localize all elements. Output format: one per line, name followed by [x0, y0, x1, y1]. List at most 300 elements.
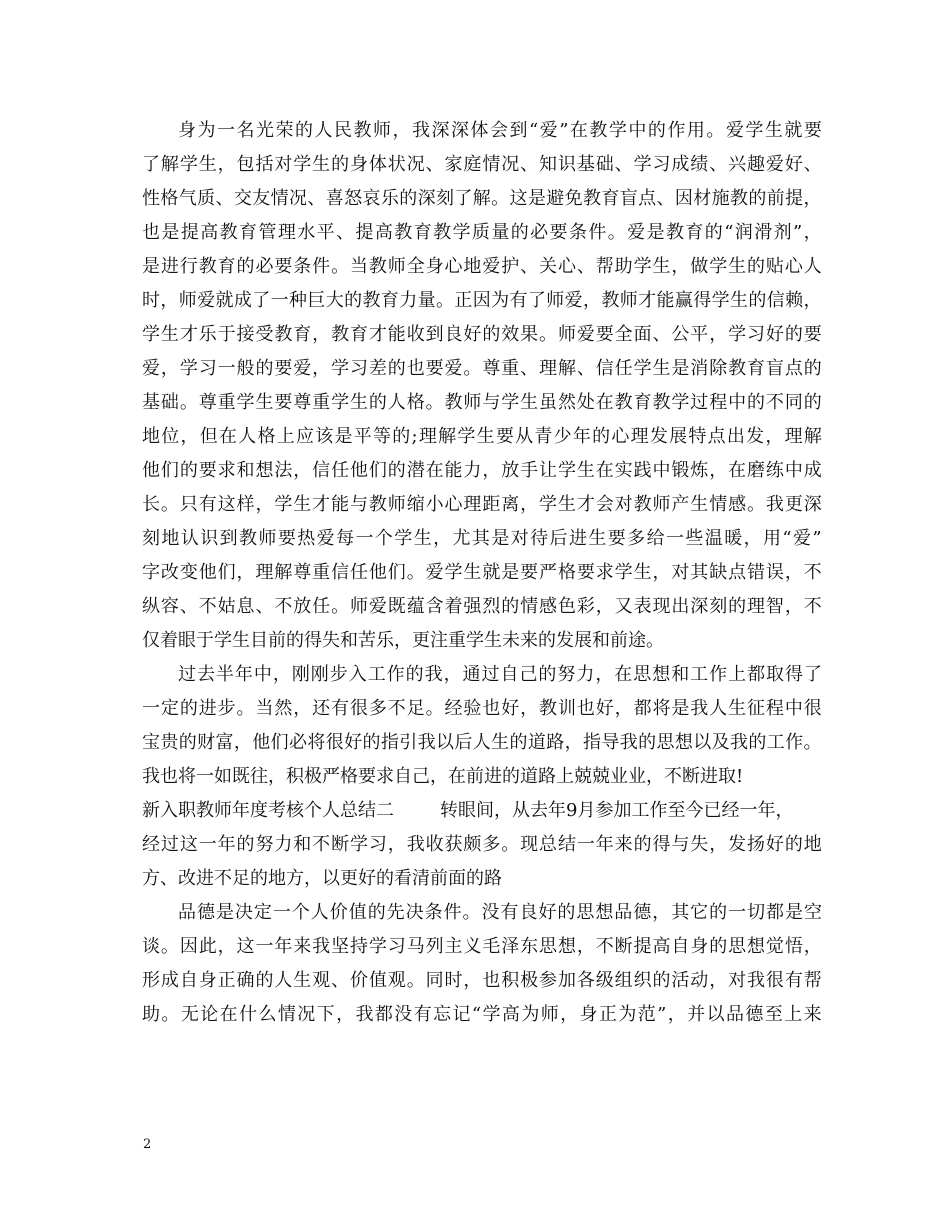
text-char: 滑 [754, 222, 773, 243]
text-char: ， [387, 834, 406, 855]
text-char: 误 [765, 562, 784, 583]
text-char: 后 [549, 528, 568, 549]
text-char: 距 [482, 494, 501, 515]
text-char: 为 [618, 1004, 637, 1025]
text-char: 格 [406, 392, 425, 413]
text-line [142, 658, 822, 692]
text-char: 了 [803, 664, 822, 685]
section-heading-line [142, 794, 822, 828]
text-char: 理 [784, 426, 803, 447]
text-char: 要 [274, 358, 293, 379]
text-char: 用 [763, 528, 781, 549]
text-char: 什 [239, 1004, 258, 1025]
text-char: 格 [557, 562, 576, 583]
text-char: 东 [520, 936, 539, 957]
text-char: 得 [652, 834, 671, 855]
text-char: 验 [463, 698, 482, 719]
text-char: 引 [399, 732, 418, 753]
text-char: 爱 [316, 528, 335, 549]
text-char: 我 [730, 732, 748, 753]
text-char: 入 [348, 664, 367, 685]
text-char: 展 [669, 426, 688, 447]
text-char: 力 [274, 834, 293, 855]
text-char: 的 [387, 460, 406, 481]
text-char: 爱 [293, 358, 312, 379]
text-char: 教 [539, 698, 558, 719]
text-char: 贵 [160, 732, 179, 753]
text-char: 才 [576, 494, 595, 515]
text-char: 过 [690, 392, 709, 413]
text-char: 智 [765, 596, 784, 617]
text-char: 的 [748, 290, 767, 311]
text-char: 的 [784, 324, 803, 345]
text-char: 上 [276, 426, 295, 447]
text-char: 暖 [724, 528, 743, 549]
text-char: 状 [387, 154, 406, 175]
text-char: 解 [274, 562, 293, 583]
text-line [142, 352, 822, 386]
text-char: 件 [443, 902, 462, 923]
text-line [142, 488, 822, 522]
text-char: 也 [482, 698, 501, 719]
text-char: 也 [406, 358, 425, 379]
text-char: 法 [274, 460, 293, 481]
text-char: 、 [709, 154, 728, 175]
text-char: ， [576, 936, 595, 957]
text-char: 育 [217, 256, 236, 277]
text-char: 发 [649, 426, 668, 447]
text-char: 感 [539, 596, 558, 617]
text-char: 好 [344, 732, 363, 753]
text-char: 关 [539, 256, 558, 277]
text-char: 来 [803, 1004, 822, 1025]
text-char: 好 [784, 154, 803, 175]
text-char: ， [652, 562, 671, 583]
text-char: 生 [520, 392, 539, 413]
text-char: 助 [614, 256, 633, 277]
text-char: 生 [652, 256, 671, 277]
text-char: 一 [728, 902, 747, 923]
text-line [142, 964, 822, 998]
text-char: 点 [707, 426, 726, 447]
text-char: 的 [510, 222, 529, 243]
text-char: 含 [425, 596, 444, 617]
text-char: 错 [747, 562, 765, 583]
text-char: 己 [519, 664, 538, 685]
text-char: 师 [373, 120, 391, 141]
text-char: 的 [236, 256, 255, 277]
text-char: 平 [690, 324, 709, 345]
text-char: 学 [293, 154, 312, 175]
text-char: 信 [312, 460, 331, 481]
text-char: 条 [568, 222, 587, 243]
text-line [142, 556, 822, 590]
text-char: 不 [387, 698, 406, 719]
text-char: 才 [638, 290, 657, 311]
text-char: 、 [425, 154, 444, 175]
text-char: 学 [236, 392, 255, 413]
text-char: 要 [495, 426, 514, 447]
text-char: “ [724, 222, 734, 243]
text-char: 学 [709, 256, 728, 277]
text-char: 才 [312, 494, 331, 515]
text-char: 教 [198, 256, 217, 277]
text-char: 因 [674, 188, 693, 209]
text-char: 的 [179, 698, 198, 719]
text-char: 的 [392, 426, 411, 447]
text-char: 他 [198, 562, 217, 583]
text-char: 中 [253, 664, 272, 685]
text-char: 还 [312, 698, 331, 719]
text-char: 自 [179, 970, 198, 991]
text-char: 论 [200, 1004, 219, 1025]
text-char: 都 [374, 1004, 393, 1025]
text-char: 义 [463, 936, 482, 957]
section-heading: 新入职教师年度考核个人总结二 [142, 800, 394, 821]
text-line [142, 590, 822, 624]
text-char: 获 [444, 834, 463, 855]
text-char: 育 [633, 392, 652, 413]
text-char: 做 [690, 256, 709, 277]
text-char: 点 [638, 188, 657, 209]
text-char: 面 [633, 324, 652, 345]
text-char: 帮 [803, 970, 822, 991]
text-char: 离 [501, 494, 520, 515]
text-char: 德 [633, 902, 652, 923]
text-char: 的 [367, 902, 386, 923]
text-char: 值 [348, 902, 367, 923]
text-char: 。 [501, 834, 520, 855]
text-char: ， [595, 664, 614, 685]
text-char: 必 [530, 222, 549, 243]
text-char: 磨 [747, 460, 765, 481]
text-char: 求 [217, 460, 236, 481]
text-char: 地 [161, 528, 180, 549]
text-char: 积 [501, 970, 520, 991]
text-char: 学 [728, 324, 747, 345]
text-char: 德 [196, 902, 215, 923]
text-char: 工 [766, 732, 785, 753]
text-char: 理 [747, 596, 765, 617]
text-char: 庭 [463, 154, 482, 175]
text-char: 也 [482, 970, 501, 991]
text-char: 础 [595, 154, 614, 175]
text-char: 好 [765, 324, 784, 345]
text-char: 深 [431, 120, 450, 141]
text-char: 但 [199, 426, 218, 447]
text-char: 宝 [142, 732, 160, 753]
text-char: 现 [652, 596, 671, 617]
text-char: 身 [349, 154, 368, 175]
text-char: 乐 [198, 324, 217, 345]
text-char: 过 [481, 664, 500, 685]
text-char: 习 [349, 358, 368, 379]
text-char: 有 [500, 902, 519, 923]
text-char: 我 [406, 834, 425, 855]
text-char: 。 [436, 290, 454, 311]
text-char: 程 [709, 392, 728, 413]
text-char: 学 [633, 358, 652, 379]
text-char: 后 [454, 732, 473, 753]
text-char: 重 [501, 358, 520, 379]
text-char: 剂 [773, 222, 792, 243]
text-char: 我 [765, 494, 784, 515]
text-char: 有 [331, 698, 350, 719]
text-char: 地 [463, 256, 482, 277]
text-char: 师 [652, 494, 671, 515]
text-char: 他 [252, 732, 271, 753]
text-char: 是 [646, 222, 665, 243]
text-char: 作 [709, 664, 728, 685]
text-char: 重 [312, 392, 331, 413]
text-char: 、 [520, 256, 539, 277]
text-char: 很 [349, 698, 368, 719]
text-char: 人 [310, 902, 329, 923]
text-char: 生 [413, 528, 432, 549]
text-char: 我 [424, 664, 443, 685]
text-char: 教 [274, 324, 293, 345]
text-char: 列 [425, 936, 444, 957]
text-char: 任 [349, 562, 368, 583]
text-char: 毛 [482, 936, 501, 957]
text-char: 么 [258, 1004, 277, 1025]
text-char: 、 [520, 358, 539, 379]
text-char: 颇 [463, 834, 482, 855]
text-char: 手 [520, 460, 539, 481]
text-char: 一 [142, 698, 160, 719]
text-line [142, 998, 822, 1032]
text-char: ， [236, 562, 255, 583]
text-char: ， [803, 222, 822, 243]
text-char: 学 [142, 324, 160, 345]
text-char: ， [743, 528, 762, 549]
text-char: 定 [160, 698, 179, 719]
text-char: 进 [198, 698, 217, 719]
text-char: 。 [491, 188, 510, 209]
text-char: 想 [595, 902, 614, 923]
text-char: 放 [293, 596, 312, 617]
text-char: 的 [236, 834, 255, 855]
text-char: 步 [217, 698, 236, 719]
text-char: 因 [179, 936, 198, 957]
text-char: 成 [160, 970, 179, 991]
text-char: 情 [482, 154, 501, 175]
text-char: 件 [588, 222, 607, 243]
text-char: 。 [160, 936, 179, 957]
text-char: 量 [491, 222, 510, 243]
text-line [142, 250, 822, 284]
text-char: ， [709, 970, 728, 991]
text-char: 来 [293, 936, 312, 957]
text-char: 现 [520, 834, 539, 855]
text-char: 作 [386, 664, 405, 685]
text-line-content: 转眼间，从去年9月参加工作至今已经一年， [440, 800, 794, 821]
text-char: 学 [179, 154, 198, 175]
text-line [142, 862, 822, 896]
text-char: ， [180, 426, 199, 447]
text-char: 。 [747, 494, 765, 515]
text-char: 无 [180, 1004, 199, 1025]
text-char: 思 [728, 936, 747, 957]
text-char: “ [782, 528, 792, 549]
text-char: 学 [331, 392, 350, 413]
text-char: 高 [652, 936, 671, 957]
text-char: ， [803, 188, 822, 209]
text-char: 师 [546, 290, 565, 311]
text-char: 高 [200, 222, 219, 243]
text-char: ， [784, 562, 803, 583]
text-char: 乐 [380, 188, 399, 209]
text-char: 行 [179, 256, 198, 277]
text-char: 、 [576, 358, 595, 379]
text-char: 量 [417, 290, 436, 311]
text-char: 的 [255, 970, 274, 991]
text-char: 生 [293, 494, 312, 515]
text-char: 求 [595, 562, 614, 583]
text-char: 范 [637, 1004, 656, 1025]
text-char: 步 [329, 664, 348, 685]
text-char: 就 [784, 120, 803, 141]
text-char: 一 [272, 902, 291, 923]
text-char: 体 [368, 154, 387, 175]
text-char: ， [614, 698, 633, 719]
text-char: 不 [803, 596, 822, 617]
text-char: 其 [671, 902, 690, 923]
text-char: 学 [274, 494, 293, 515]
text-char: 名 [236, 120, 255, 141]
text-char: 理 [255, 562, 274, 583]
text-char: 很 [325, 732, 344, 753]
text-char: 和 [236, 460, 255, 481]
text-char: 定 [253, 902, 272, 923]
text-char: 锻 [671, 460, 690, 481]
text-char: 是 [142, 256, 160, 277]
text-char: 能 [331, 494, 350, 515]
text-char: 其 [471, 528, 490, 549]
text-char: 生 [728, 256, 747, 277]
text-char: 收 [406, 324, 425, 345]
text-char: ， [709, 834, 728, 855]
text-char: 我 [690, 698, 709, 719]
text-char: 育 [349, 324, 368, 345]
text-char: 得 [693, 290, 712, 311]
text-char: 来 [614, 834, 633, 855]
text-line [142, 318, 822, 352]
text-char: 生 [293, 970, 312, 991]
text-char: 学 [671, 392, 690, 413]
text-char: 个 [374, 528, 393, 549]
text-char: 信 [766, 290, 785, 311]
text-char: 主 [444, 936, 463, 957]
text-char: 习 [198, 358, 217, 379]
text-char: 表 [633, 596, 652, 617]
text-char: ， [272, 664, 291, 685]
text-char: 一 [665, 528, 684, 549]
text-char: ， [671, 256, 690, 277]
text-char: 练 [765, 460, 784, 481]
text-char: 多 [482, 834, 501, 855]
text-char: 悟 [784, 936, 803, 957]
text-char: 怒 [344, 188, 363, 209]
text-char: 待 [530, 528, 549, 549]
text-char: 对 [728, 970, 747, 991]
text-char: 免 [564, 188, 583, 209]
text-char: 育 [601, 188, 620, 209]
text-char: 件 [312, 256, 331, 277]
text-char: 想 [255, 460, 274, 481]
text-char: 的 [803, 358, 822, 379]
text-char: 理 [277, 222, 296, 243]
text-char: 师 [619, 290, 638, 311]
text-char: ; [411, 426, 418, 447]
text-char: 学 [633, 154, 652, 175]
text-char: 是 [161, 222, 180, 243]
text-char: 都 [747, 664, 766, 685]
text-char: 在 [595, 392, 614, 413]
text-char: 不 [312, 834, 331, 855]
text-char: 的 [638, 732, 657, 753]
text-char: 热 [297, 528, 316, 549]
text-char: 信 [595, 358, 614, 379]
text-char: ， [803, 936, 822, 957]
text-char: 效 [501, 324, 520, 345]
text-char: 重 [312, 562, 331, 583]
text-char: 全 [614, 324, 633, 345]
text-char: 不 [274, 596, 293, 617]
text-char: 人 [472, 732, 491, 753]
text-char: 变 [179, 562, 198, 583]
text-char: 理 [630, 426, 649, 447]
text-char: 这 [236, 936, 255, 957]
text-char: 生 [633, 562, 652, 583]
text-char: 爱 [444, 358, 463, 379]
text-char: 实 [614, 460, 633, 481]
text-char: 刻 [436, 188, 454, 209]
text-char: 得 [785, 664, 803, 685]
text-char: 工 [690, 664, 709, 685]
text-char: 要 [274, 256, 293, 277]
text-char: 育 [293, 324, 312, 345]
text-char: 认 [180, 528, 199, 549]
text-char: 、 [215, 188, 234, 209]
text-char: 想 [557, 936, 576, 957]
text-char: 进 [160, 256, 179, 277]
text-char: 平 [316, 222, 335, 243]
text-char: 位 [161, 426, 180, 447]
text-char: 要 [607, 528, 626, 549]
text-char: 自 [500, 664, 519, 685]
text-char: ， [233, 732, 252, 753]
text-char: 有 [198, 494, 217, 515]
text-char: 决 [234, 902, 253, 923]
text-char: 确 [236, 970, 255, 991]
text-char: 不 [198, 596, 217, 617]
text-char: 了 [454, 188, 473, 209]
text-char: ” [793, 222, 803, 243]
text-char: 心 [784, 256, 803, 277]
text-char: 。 [160, 494, 179, 515]
text-char: 我 [619, 732, 638, 753]
text-char: 。 [331, 596, 350, 617]
text-char: 其 [690, 562, 709, 583]
text-char: 在 [219, 426, 237, 447]
text-char: 师 [387, 494, 406, 515]
text-char: 前 [766, 188, 785, 209]
text-char: 这 [217, 494, 236, 515]
text-char: 品 [614, 902, 633, 923]
text-char: 路 [546, 732, 565, 753]
text-char: 很 [803, 698, 822, 719]
